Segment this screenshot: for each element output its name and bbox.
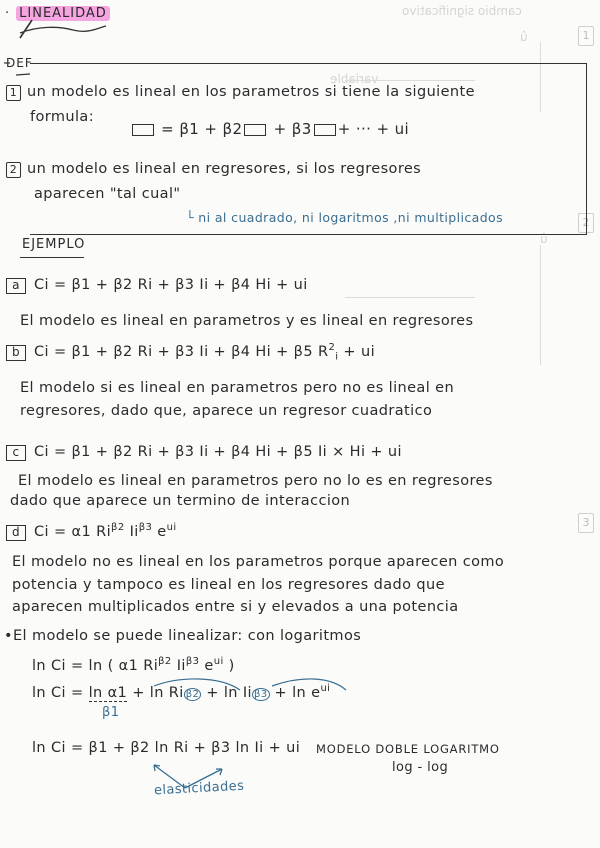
example-label: b (6, 345, 26, 361)
definition-item-2: 2 un modelo es lineal en regresores, si los regresores (6, 161, 421, 178)
margin-tab: 1 (578, 26, 594, 46)
move-exponent-arrows (140, 676, 380, 696)
bleed-through-hat: û (540, 232, 548, 246)
definition-item-1: 1 un modelo es lineal en los parametros si tiene la siguiente (6, 84, 475, 101)
title-underline-squiggle (18, 22, 108, 36)
heading-underline (20, 257, 84, 258)
title-text: LINEALIDAD (16, 6, 110, 21)
example-a-explanation: El modelo es lineal en parametros y es lineal en regresores (20, 313, 474, 329)
example-label: c (6, 445, 26, 461)
linearization-step-2: ln Ci = ln α1 + ln Ri β2 + ln Ii $\beta 3 + \ln e^{ui}$ (32, 683, 331, 701)
model-name: MODELO DOBLE LOGARITMO (316, 742, 500, 756)
formula: = β1 + β2 + β3 + ··· + ui (130, 120, 409, 138)
definition-note: └ ni al cuadrado, ni logaritmos ,ni multiplicados (186, 210, 503, 225)
example-label: d (6, 525, 26, 541)
bleed-through-hat: û (520, 30, 528, 44)
example-c-explanation-1: El modelo es lineal en parametros pero no lo es en regresores (18, 473, 493, 489)
example-c-equation: c Ci = β1 + β2 Ri + β3 Ii + β4 Hi + β5 Ii × Hi + ui (6, 444, 402, 461)
margin-tab: 3 (578, 513, 594, 533)
example-b-explanation-2: regresores, dado que, aparece un regresor cuadratico (20, 403, 433, 419)
example-b-explanation-1: El modelo si es lineal en parametros pero no es lineal en (20, 380, 455, 396)
margin-tab: 2 (578, 213, 594, 233)
placeholder-box (244, 124, 266, 136)
linearization-step-1: ln Ci = ln ( α1 $Ri^{\beta 2}$ $Ii^{\beta 3}$ $e^{ui}$ ) (32, 656, 235, 674)
title-bullet: · (5, 6, 11, 21)
page-title (5, 6, 110, 21)
example-d-equation: d Ci = α1 $Ri^{\beta 2}$ $Ii^{\beta 3}$ $e^{ui}$ (6, 522, 177, 541)
linearization-intro: •El modelo se puede linealizar: con logaritmos (4, 628, 362, 644)
elasticities-annotation: elasticidades (153, 778, 245, 799)
example-c-explanation-2: dado que aparece un termino de interaccion (10, 493, 351, 509)
definition-item-1-line2: formula: (30, 109, 94, 125)
bleed-through-text: cambio significativo (402, 4, 522, 18)
example-d-explanation-3: aparecen multiplicados entre si y elevados a una potencia (12, 599, 459, 615)
bleed-through-axis (345, 297, 475, 298)
circled-exponent: β3 (253, 688, 268, 700)
bleed-through-axis-label: variable (330, 72, 379, 86)
item-number: 2 (6, 162, 21, 178)
example-label: a (6, 278, 26, 294)
linearization-step-3: ln Ci = β1 + β2 ln Ri + β3 ln Ii + ui (32, 740, 301, 756)
placeholder-box (132, 124, 154, 136)
model-subtitle: log - log (392, 760, 449, 775)
circled-exponent: β2 (185, 688, 200, 700)
example-d-explanation-2: potencia y tampoco es lineal en los regresores dado que (12, 577, 445, 593)
example-a-equation: a Ci = β1 + β2 Ri + β3 Ii + β4 Hi + ui (6, 277, 308, 294)
example-d-explanation-1: El modelo no es lineal en los parametros porque aparecen como (12, 554, 505, 570)
definition-item-2-line2: aparecen "tal cual" (34, 186, 181, 202)
definition-label: DEF (6, 56, 33, 70)
placeholder-box (314, 124, 336, 136)
bleed-through-axis (540, 245, 541, 365)
item-number: 1 (6, 85, 21, 101)
examples-heading: EJEMPLO (22, 237, 86, 252)
beta1-label: β1 (102, 705, 120, 720)
example-b-equation: b Ci = β1 + β2 Ri + β3 Ii + β4 Hi + β5 $R^2_i$ + ui (6, 342, 375, 363)
